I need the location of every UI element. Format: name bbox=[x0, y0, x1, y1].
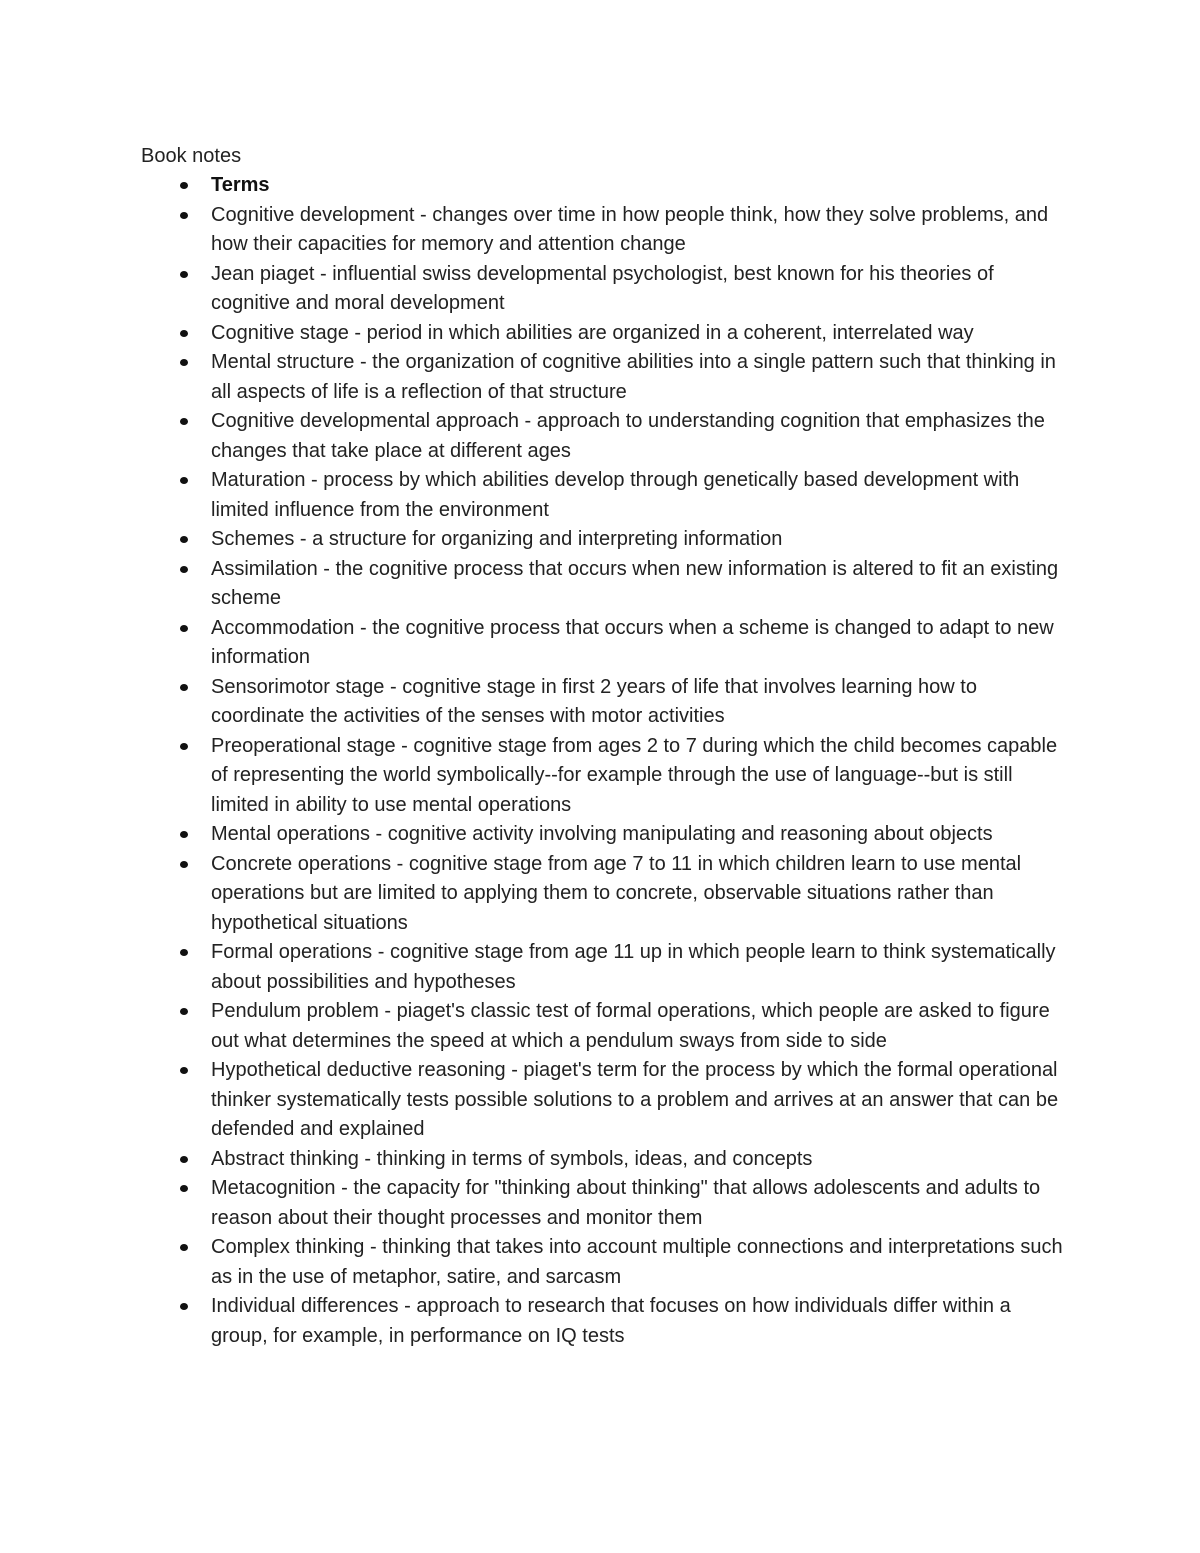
bullet-icon bbox=[180, 1156, 188, 1163]
term-definition: thinking in terms of symbols, ideas, and concepts bbox=[376, 1147, 813, 1170]
term-definition: piaget's term for the process by which the formal operational thinker systematically tests possible solutions to a problem and arrives at an answer that can be defended and explained bbox=[211, 1059, 1059, 1140]
term-name: Maturation bbox=[211, 469, 306, 491]
term-name: Mental operations bbox=[211, 823, 370, 845]
bullet-icon bbox=[180, 684, 188, 691]
term-name: Schemes bbox=[211, 528, 295, 550]
term-separator: - bbox=[372, 941, 390, 963]
bullet-icon bbox=[180, 1303, 188, 1310]
bullet-icon bbox=[180, 212, 188, 219]
term-definition: the capacity for "thinking about thinking" that allows adolescents and adults to reason about their thought processes and monitor them bbox=[211, 1177, 1041, 1229]
term-separator: - bbox=[358, 1147, 377, 1170]
term-name: Terms bbox=[211, 174, 270, 196]
bullet-icon bbox=[180, 359, 188, 366]
list-item bbox=[141, 732, 1071, 821]
list-item bbox=[141, 407, 1071, 466]
bullet-icon bbox=[180, 1185, 188, 1192]
term-definition: cognitive activity involving manipulating and reasoning about objects bbox=[387, 823, 993, 845]
term-name: Cognitive stage bbox=[211, 321, 349, 344]
term-definition: process by which abilities develop through genetically based development with limited influence from the environment bbox=[211, 469, 1020, 521]
term-separator: - bbox=[294, 528, 313, 550]
term-separator: - bbox=[348, 321, 367, 344]
bullet-icon bbox=[180, 1067, 188, 1074]
term-separator: - bbox=[314, 262, 333, 285]
term-definition: cognitive stage in first 2 years of life that involves learning how to coordinate the activities of the senses with motor activities bbox=[211, 675, 977, 727]
bullet-icon bbox=[180, 330, 188, 337]
list-item bbox=[141, 348, 1071, 407]
list-item bbox=[141, 171, 1071, 201]
bullet-icon bbox=[180, 743, 188, 750]
list-item bbox=[141, 466, 1071, 525]
term-definition: period in which abilities are organized in a coherent, interrelated way bbox=[366, 321, 974, 344]
term-separator: - bbox=[395, 734, 414, 757]
bullet-icon bbox=[180, 418, 188, 425]
bullet-icon bbox=[180, 1008, 188, 1015]
bullet-icon bbox=[180, 861, 188, 868]
list-item bbox=[141, 1145, 1071, 1175]
term-definition: the cognitive process that occurs when a scheme is changed to adapt to new information bbox=[211, 616, 1054, 668]
term-separator: - bbox=[391, 852, 409, 875]
list-item bbox=[141, 319, 1071, 349]
bullet-icon bbox=[180, 477, 188, 484]
term-definition: the organization of cognitive abilities into a single pattern such that thinking in all aspects of life is a reflection of that structure bbox=[211, 351, 1056, 403]
term-name: Pendulum problem bbox=[211, 1000, 379, 1022]
term-separator: - bbox=[505, 1059, 524, 1081]
term-name: Assimilation bbox=[211, 557, 318, 580]
term-name: Abstract thinking bbox=[211, 1147, 359, 1170]
term-name: Metacognition bbox=[211, 1177, 336, 1199]
term-name: Complex thinking bbox=[211, 1236, 365, 1258]
list-item bbox=[141, 673, 1071, 732]
term-separator: - bbox=[384, 675, 403, 698]
list-item bbox=[141, 1233, 1071, 1292]
list-item bbox=[141, 555, 1071, 614]
term-definition: approach to understanding cognition that emphasizes the changes that take place at different ages bbox=[211, 410, 1045, 462]
term-separator: - bbox=[378, 1000, 397, 1022]
term-separator: - bbox=[398, 1295, 417, 1317]
list-item bbox=[141, 201, 1071, 260]
term-definition: cognitive stage from age 7 to 11 in which children learn to use mental operations but are limited to applying them to concrete, observable situations rather than hypothetical situations bbox=[211, 852, 1022, 934]
term-name: Mental structure bbox=[211, 351, 355, 373]
term-definition: influential swiss developmental psychologist, best known for his theories of cognitive and moral development bbox=[211, 262, 994, 314]
term-name: Sensorimotor stage bbox=[211, 675, 385, 698]
list-item bbox=[141, 850, 1071, 939]
term-definition: cognitive stage from age 11 up in which people learn to think systematically about possibilities and hypotheses bbox=[211, 941, 1056, 993]
term-definition: cognitive stage from ages 2 to 7 during which the child becomes capable of representing the world symbolically--for example through the use of language--but is still limited in ability to use mental operations bbox=[211, 734, 1058, 816]
term-separator: - bbox=[364, 1236, 383, 1258]
bullet-icon bbox=[180, 271, 188, 278]
term-separator: - bbox=[354, 351, 373, 373]
list-item bbox=[141, 938, 1071, 997]
list-item bbox=[141, 997, 1071, 1056]
bullet-icon bbox=[180, 949, 188, 956]
term-name: Accommodation bbox=[211, 616, 355, 639]
term-definition: changes over time in how people think, how they solve problems, and how their capacities for memory and attention change bbox=[211, 203, 1049, 255]
bullet-icon bbox=[180, 625, 188, 632]
list-item bbox=[141, 614, 1071, 673]
bullet-icon bbox=[180, 536, 188, 543]
term-definition: thinking that takes into account multiple connections and interpretations such as in the use of metaphor, satire, and sarcasm bbox=[211, 1236, 1063, 1288]
term-separator: - bbox=[354, 616, 373, 639]
term-name: Preoperational stage bbox=[211, 734, 396, 757]
term-name: Individual differences bbox=[211, 1295, 399, 1317]
term-name: Cognitive development bbox=[211, 203, 415, 226]
list-item bbox=[141, 1292, 1071, 1351]
term-definition: approach to research that focuses on how individuals differ within a group, for example, in performance on IQ tests bbox=[211, 1295, 1011, 1347]
list-item bbox=[141, 260, 1071, 319]
term-name: Jean piaget bbox=[211, 262, 315, 285]
bullet-icon bbox=[180, 566, 188, 573]
term-definition: a structure for organizing and interpreting information bbox=[312, 528, 783, 550]
term-name: Hypothetical deductive reasoning bbox=[211, 1059, 506, 1081]
term-name: Concrete operations bbox=[211, 852, 392, 875]
list-item bbox=[141, 1056, 1071, 1145]
term-separator: - bbox=[369, 823, 388, 845]
term-name: Cognitive developmental approach bbox=[211, 410, 519, 432]
list-item bbox=[141, 820, 1071, 850]
term-separator: - bbox=[414, 203, 433, 226]
term-separator: - bbox=[317, 557, 336, 580]
term-definition: the cognitive process that occurs when new information is altered to fit an existing scheme bbox=[211, 557, 1059, 609]
term-name: Formal operations bbox=[211, 941, 373, 963]
term-separator: - bbox=[305, 469, 324, 491]
notes-list bbox=[141, 171, 1071, 1351]
bullet-icon bbox=[180, 1244, 188, 1251]
document-title: Book notes bbox=[141, 145, 242, 167]
bullet-icon bbox=[180, 182, 188, 189]
term-definition: piaget's classic test of formal operations, which people are asked to figure out what determines the speed at which a pendulum sways from side to side bbox=[211, 1000, 1050, 1052]
list-item bbox=[141, 1174, 1071, 1233]
bullet-icon bbox=[180, 831, 188, 838]
list-item bbox=[141, 525, 1071, 555]
term-separator: - bbox=[518, 410, 537, 432]
term-separator: - bbox=[335, 1177, 354, 1199]
